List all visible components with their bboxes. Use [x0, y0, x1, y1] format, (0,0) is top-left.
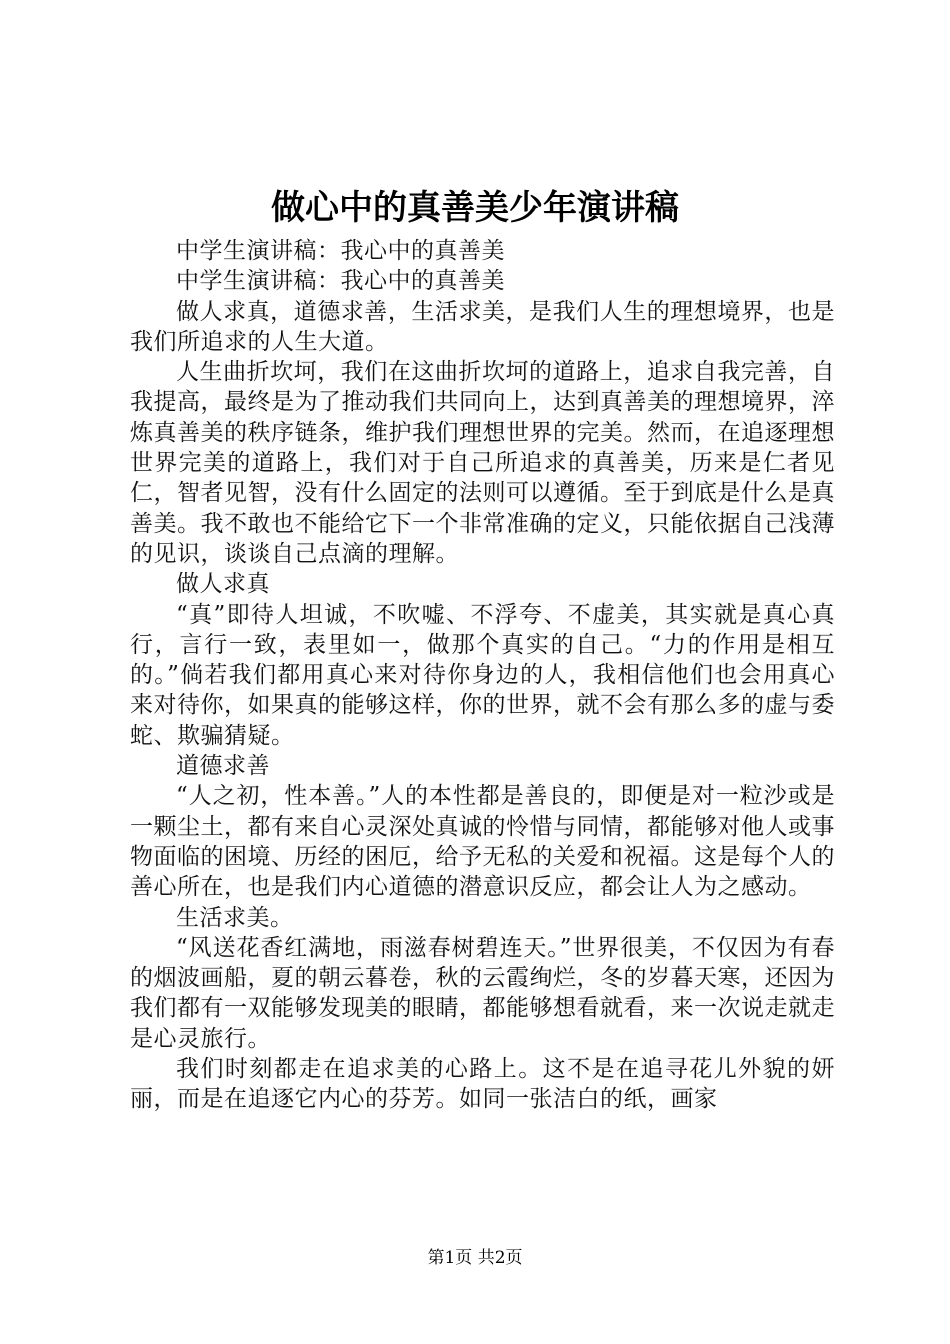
section-heading: 做人求真 — [176, 571, 270, 598]
document-title: 做心中的真善美少年演讲稿 — [271, 188, 679, 228]
paragraph: 中学生演讲稿：我心中的真善美 — [176, 268, 505, 295]
paragraph: 人生曲折坎坷，我们在这曲折坎坷的道路上，追求自我完善，自我提高，最终是为了推动我们共同向上，达到真善美的理想境界，淬炼真善美的秩序链条，维护我们理想世界的完美。然而，在追逐理想世界完美的道路上，我们对于自己所追求的真善美，历来是仁者见仁，智者见智，没有什么固定的法则可以遵循。至于到底是什么是真善美。我不敢也不能给它下一个非常准确的定义，只能依据自己浅薄的见识，谈谈自己点滴的理解。 — [130, 359, 835, 567]
paragraph: “真”即待人坦诚，不吹嘘、不浮夸、不虚美，其实就是真心真行，言行一致，表里如一，做那个真实的自己。“力的作用是相互的。”倘若我们都用真心来对待你身边的人，我相信他们也会用真心来对待你，如果真的能够这样，你的世界，就不会有那么多的虚与委蛇、欺骗猜疑。 — [130, 601, 835, 749]
section-heading: 生活求美。 — [176, 904, 294, 931]
page-footer: 第1页 共2页 — [427, 1248, 523, 1268]
document-body — [130, 236, 835, 1115]
paragraph: 中学生演讲稿：我心中的真善美 — [176, 238, 505, 264]
paragraph: “人之初，性本善。”人的本性都是善良的，即便是对一粒沙或是一颗尘土，都有来自心灵深处真诚的怜惜与同情，都能够对他人或事物面临的困境、历经的困厄，给予无私的关爱和祝福。这是每个人的善心所在，也是我们内心道德的潜意识反应，都会让人为之感动。 — [130, 783, 835, 901]
paragraph: 做人求真，道德求善，生活求美，是我们人生的理想境界，也是我们所追求的人生大道。 — [130, 298, 835, 355]
paragraph: “风送花香红满地，雨滋春树碧连天。”世界很美，不仅因为有春的烟波画船，夏的朝云暮卷，秋的云霞绚烂，冬的岁暮天寒，还因为我们都有一双能够发现美的眼睛，都能够想看就看，来一次说走就走是心灵旅行。 — [130, 934, 835, 1052]
section-heading: 道德求善 — [176, 753, 270, 780]
paragraph: 我们时刻都走在追求美的心路上。这不是在追寻花儿外貌的妍丽，而是在追逐它内心的芬芳。如同一张洁白的纸，画家 — [130, 1056, 835, 1113]
